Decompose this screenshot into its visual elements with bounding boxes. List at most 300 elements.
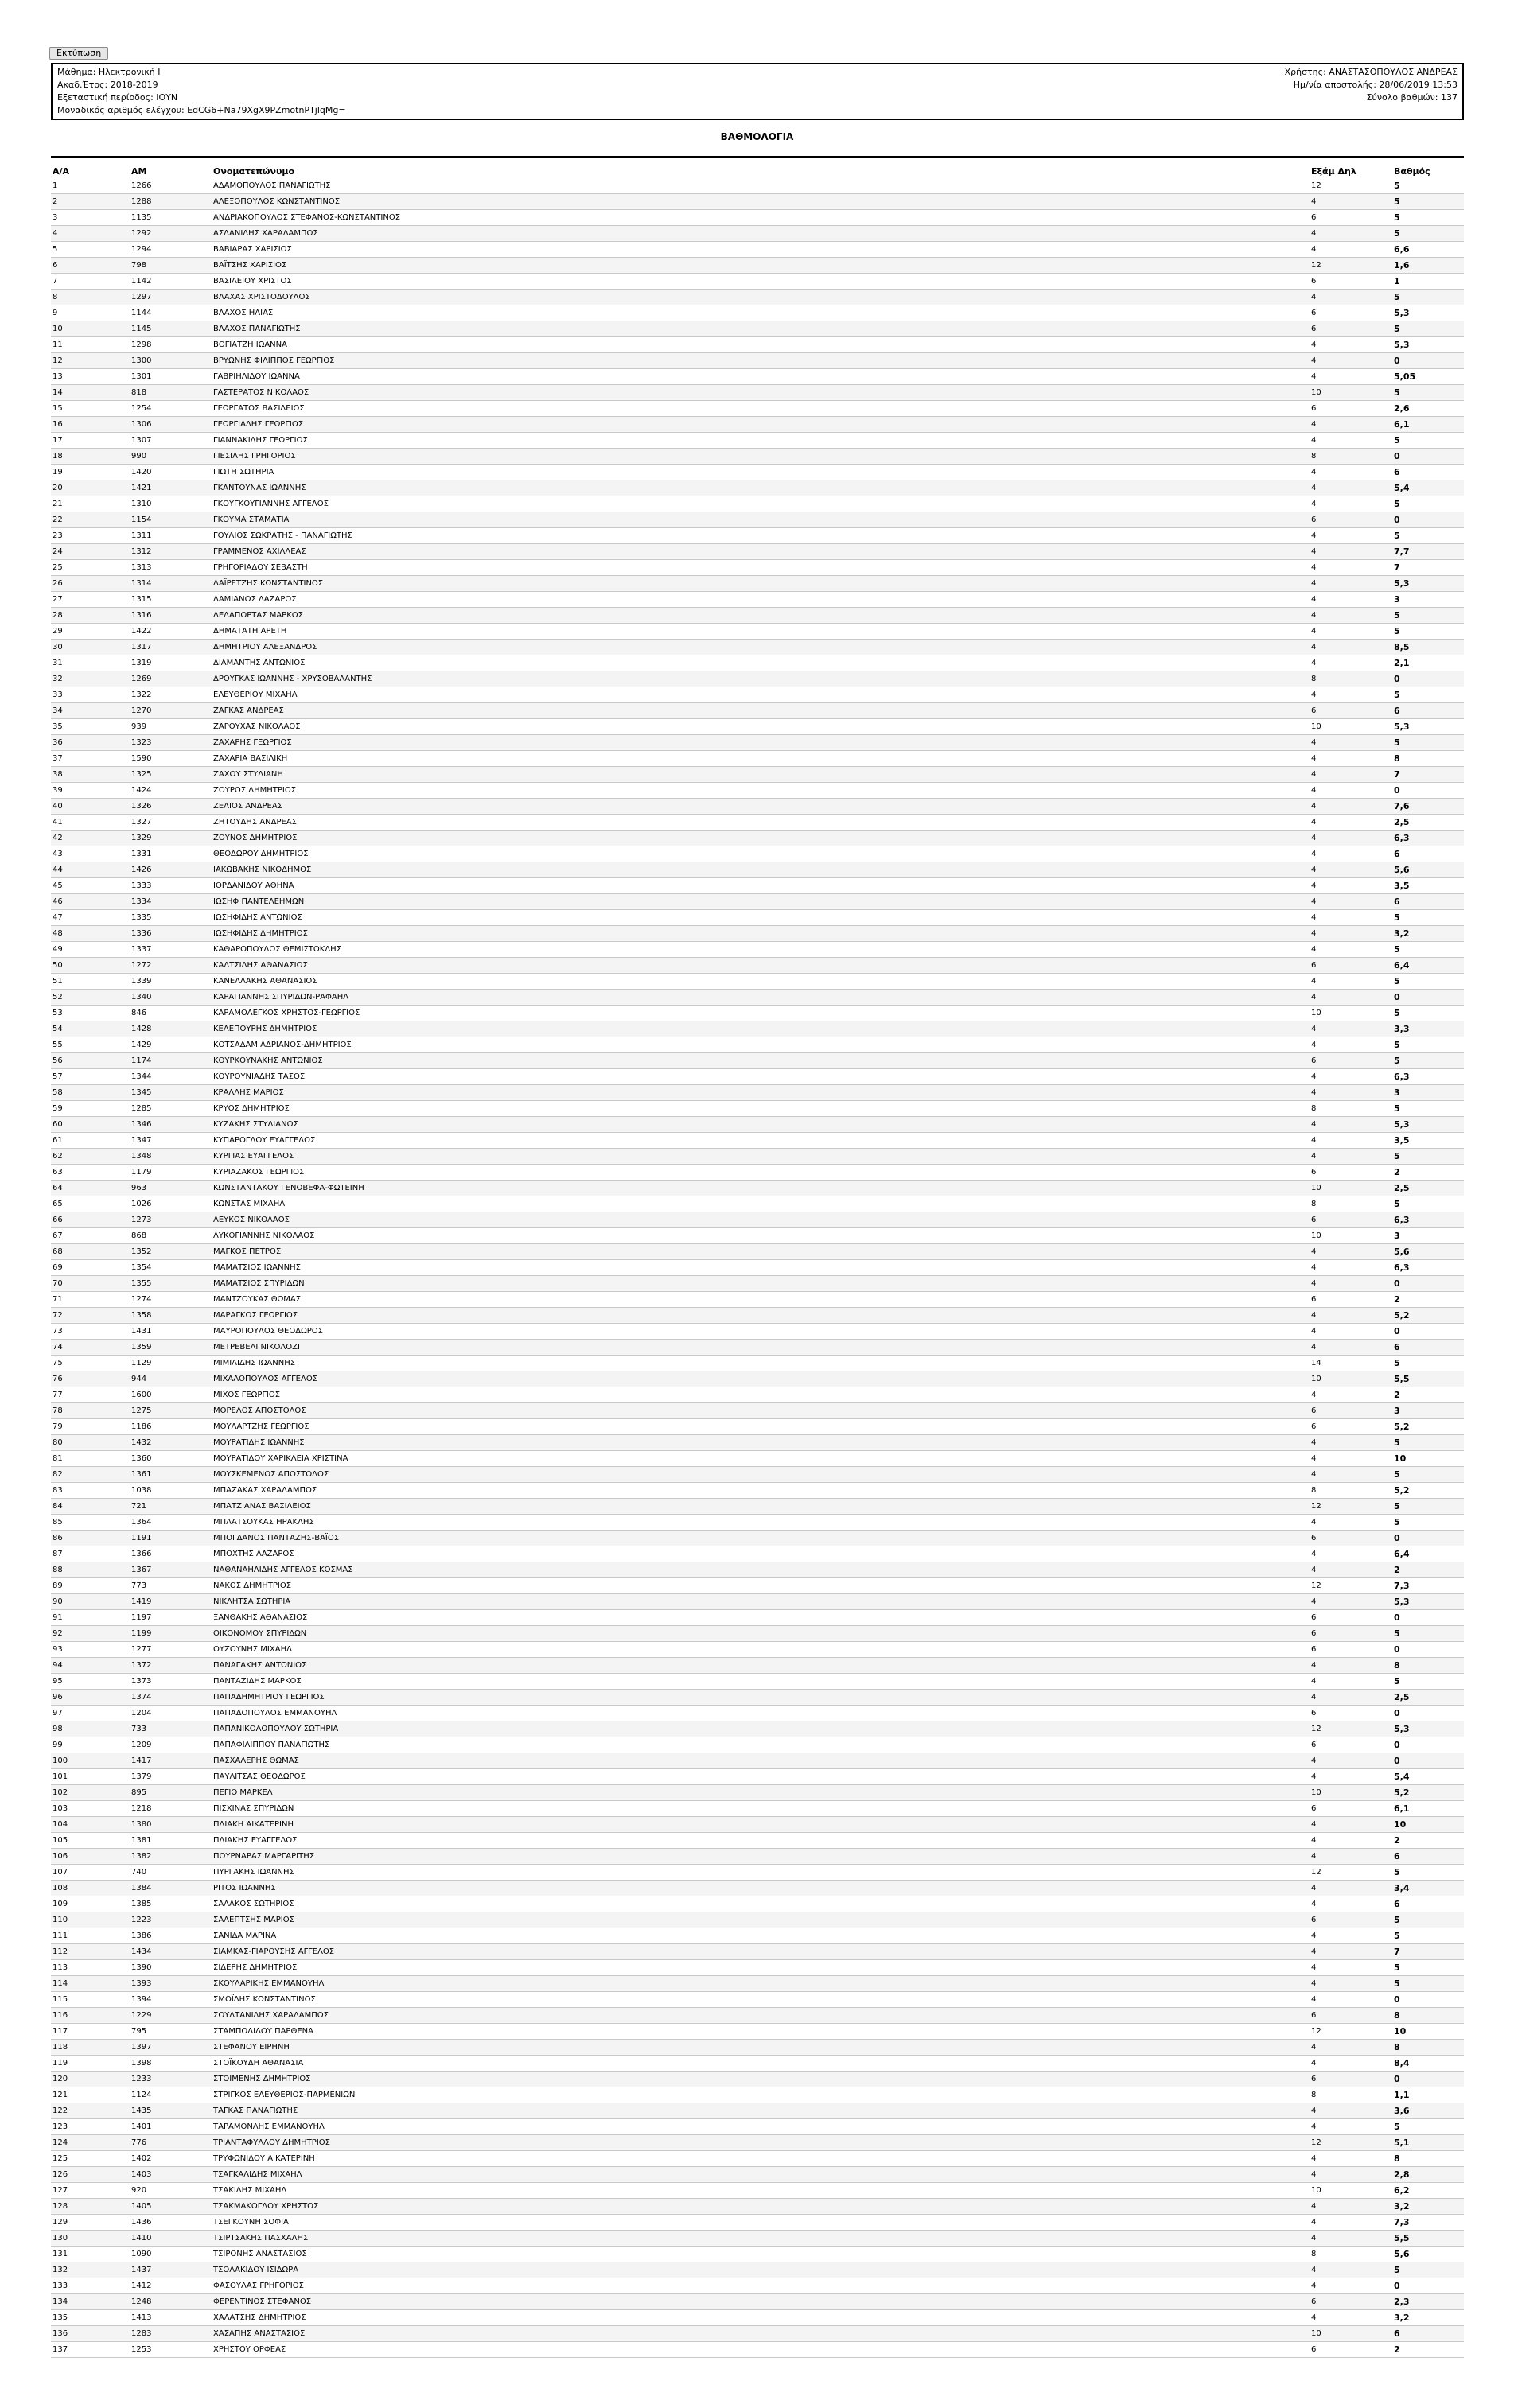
cell-name: ΧΑΣΑΠΗΣ ΑΝΑΣΤΑΣΙΟΣ [212, 2326, 1310, 2342]
cell-am: 1360 [130, 1451, 212, 1467]
cell-index: 102 [51, 1785, 130, 1801]
cell-name: ΜΠΑΖΑΚΑΣ ΧΑΡΑΛΑΜΠΟΣ [212, 1483, 1310, 1499]
cell-grade: 5 [1392, 321, 1464, 337]
table-row [51, 401, 1464, 417]
cell-grade: 10 [1392, 1817, 1464, 1833]
cell-name: ΧΑΛΑΤΣΗΣ ΔΗΜΗΤΡΙΟΣ [212, 2310, 1310, 2326]
cell-semester: 10 [1310, 1371, 1392, 1387]
cell-am: 740 [130, 1865, 212, 1881]
cell-grade: 2,8 [1392, 2167, 1464, 2183]
cell-name: ΚΩΝΣΤΑΝΤΑΚΟΥ ΓΕΝΟΒΕΦΑ-ΦΩΤΕΙΝΗ [212, 1181, 1310, 1196]
cell-am: 963 [130, 1181, 212, 1196]
cell-am: 1432 [130, 1435, 212, 1451]
cell-index: 137 [51, 2342, 130, 2358]
cell-am: 1346 [130, 1117, 212, 1133]
cell-am: 1272 [130, 958, 212, 974]
cell-am: 1437 [130, 2262, 212, 2278]
cell-grade: 8 [1392, 2008, 1464, 2024]
table-row [51, 1212, 1464, 1228]
cell-am: 1199 [130, 1626, 212, 1642]
cell-am: 1313 [130, 560, 212, 576]
table-row [51, 353, 1464, 369]
cell-name: ΤΣΑΚΜΑΚΟΓΛΟΥ ΧΡΗΣΤΟΣ [212, 2199, 1310, 2215]
table-row [51, 2119, 1464, 2135]
cell-name: ΖΑΧΟΥ ΣΤΥΛΙΑΝΗ [212, 767, 1310, 783]
cell-grade: 5,2 [1392, 1419, 1464, 1435]
cell-semester: 4 [1310, 1928, 1392, 1944]
cell-name: ΚΡΥΟΣ ΔΗΜΗΤΡΙΟΣ [212, 1101, 1310, 1117]
cell-index: 67 [51, 1228, 130, 1244]
cell-semester: 4 [1310, 1881, 1392, 1896]
cell-am: 1393 [130, 1976, 212, 1992]
cell-am: 1292 [130, 226, 212, 242]
cell-am: 1401 [130, 2119, 212, 2135]
cell-semester: 4 [1310, 560, 1392, 576]
cell-index: 80 [51, 1435, 130, 1451]
cell-name: ΙΟΡΔΑΝΙΔΟΥ ΑΘΗΝΑ [212, 878, 1310, 894]
cell-semester: 4 [1310, 2199, 1392, 2215]
cell-semester: 4 [1310, 1992, 1392, 2008]
cell-am: 1145 [130, 321, 212, 337]
cell-semester: 4 [1310, 831, 1392, 846]
academic-year: Ακαδ.Έτος: 2018-2019 [57, 80, 158, 90]
cell-index: 72 [51, 1308, 130, 1324]
cell-am: 1426 [130, 862, 212, 878]
table-row [51, 512, 1464, 528]
cell-semester: 4 [1310, 1324, 1392, 1340]
cell-semester: 6 [1310, 1801, 1392, 1817]
table-row [51, 799, 1464, 815]
cell-grade: 2,5 [1392, 1690, 1464, 1706]
cell-am: 1381 [130, 1833, 212, 1849]
cell-am: 1364 [130, 1515, 212, 1531]
cell-semester: 4 [1310, 1674, 1392, 1690]
cell-grade: 5 [1392, 942, 1464, 958]
table-row [51, 942, 1464, 958]
info-left [57, 66, 346, 117]
cell-name: ΣΟΥΛΤΑΝΙΔΗΣ ΧΑΡΑΛΑΜΠΟΣ [212, 2008, 1310, 2024]
cell-am: 1285 [130, 1101, 212, 1117]
cell-am: 1336 [130, 926, 212, 942]
table-row [51, 385, 1464, 401]
cell-semester: 6 [1310, 1292, 1392, 1308]
cell-semester: 4 [1310, 1260, 1392, 1276]
cell-semester: 4 [1310, 1037, 1392, 1053]
cell-grade: 0 [1392, 1324, 1464, 1340]
cell-grade: 0 [1392, 353, 1464, 369]
cell-index: 21 [51, 496, 130, 512]
cell-am: 1394 [130, 1992, 212, 2008]
cell-index: 32 [51, 671, 130, 687]
cell-grade: 3,5 [1392, 878, 1464, 894]
cell-am: 1600 [130, 1387, 212, 1403]
cell-grade: 0 [1392, 783, 1464, 799]
cell-index: 125 [51, 2151, 130, 2167]
cell-semester: 4 [1310, 1594, 1392, 1610]
cell-semester: 12 [1310, 2135, 1392, 2151]
cell-grade: 0 [1392, 1531, 1464, 1546]
cell-am: 1297 [130, 290, 212, 305]
cell-semester: 4 [1310, 767, 1392, 783]
cell-semester: 12 [1310, 178, 1392, 194]
cell-index: 65 [51, 1196, 130, 1212]
cell-index: 77 [51, 1387, 130, 1403]
cell-grade: 5 [1392, 687, 1464, 703]
cell-semester: 6 [1310, 1053, 1392, 1069]
cell-index: 13 [51, 369, 130, 385]
cell-am: 1191 [130, 1531, 212, 1546]
cell-am: 1275 [130, 1403, 212, 1419]
cell-index: 100 [51, 1753, 130, 1769]
cell-grade: 5 [1392, 1499, 1464, 1515]
cell-am: 1345 [130, 1085, 212, 1101]
print-button[interactable]: Εκτύπωση [49, 47, 108, 60]
table-row [51, 846, 1464, 862]
table-row [51, 2024, 1464, 2040]
table-row [51, 1069, 1464, 1085]
cell-index: 107 [51, 1865, 130, 1881]
cell-am: 1380 [130, 1817, 212, 1833]
cell-am: 1373 [130, 1674, 212, 1690]
cell-name: ΓΕΩΡΓΑΤΟΣ ΒΑΣΙΛΕΙΟΣ [212, 401, 1310, 417]
cell-name: ΓΚΟΥΜΑ ΣΤΑΜΑΤΙΑ [212, 512, 1310, 528]
table-row [51, 544, 1464, 560]
cell-semester: 6 [1310, 512, 1392, 528]
cell-grade: 2,3 [1392, 2294, 1464, 2310]
table-row [51, 751, 1464, 767]
table-row [51, 1642, 1464, 1658]
table-row [51, 1387, 1464, 1403]
table-row [51, 528, 1464, 544]
cell-name: ΒΛΑΧΟΣ ΗΛΙΑΣ [212, 305, 1310, 321]
cell-name: ΠΥΡΓΑΚΗΣ ΙΩΑΝΝΗΣ [212, 1865, 1310, 1881]
cell-index: 2 [51, 194, 130, 210]
cell-am: 944 [130, 1371, 212, 1387]
cell-grade: 3 [1392, 592, 1464, 608]
table-row [51, 1181, 1464, 1196]
cell-am: 1429 [130, 1037, 212, 1053]
cell-am: 1347 [130, 1133, 212, 1149]
cell-index: 40 [51, 799, 130, 815]
table-row [51, 1865, 1464, 1881]
cell-semester: 4 [1310, 799, 1392, 815]
exam-period: Εξεταστική περίοδος: ΙΟΥΝ [57, 92, 178, 103]
table-row [51, 1324, 1464, 1340]
cell-am: 1142 [130, 274, 212, 290]
cell-index: 132 [51, 2262, 130, 2278]
cell-am: 1316 [130, 608, 212, 624]
table-row [51, 958, 1464, 974]
sent-date: Ημ/νία αποστολής: 28/06/2019 13:53 [1293, 80, 1458, 90]
cell-grade: 5 [1392, 1037, 1464, 1053]
cell-am: 721 [130, 1499, 212, 1515]
cell-semester: 6 [1310, 1403, 1392, 1419]
cell-grade: 6,6 [1392, 242, 1464, 258]
cell-grade: 0 [1392, 1642, 1464, 1658]
cell-am: 1253 [130, 2342, 212, 2358]
cell-am: 1419 [130, 1594, 212, 1610]
cell-index: 62 [51, 1149, 130, 1165]
table-row [51, 831, 1464, 846]
cell-name: ΖΑΡΟΥΧΑΣ ΝΙΚΟΛΑΟΣ [212, 719, 1310, 735]
cell-semester: 4 [1310, 1515, 1392, 1531]
cell-index: 82 [51, 1467, 130, 1483]
cell-name: ΜΙΧΑΛΟΠΟΥΛΟΣ ΑΓΓΕΛΟΣ [212, 1371, 1310, 1387]
cell-am: 1298 [130, 337, 212, 353]
cell-index: 57 [51, 1069, 130, 1085]
table-row [51, 624, 1464, 640]
cell-am: 1374 [130, 1690, 212, 1706]
cell-grade: 2 [1392, 1387, 1464, 1403]
table-row [51, 2247, 1464, 2262]
cell-semester: 4 [1310, 2231, 1392, 2247]
cell-name: ΤΣΑΓΚΑΛΙΔΗΣ ΜΙΧΑΗΛ [212, 2167, 1310, 2183]
cell-index: 118 [51, 2040, 130, 2056]
cell-index: 93 [51, 1642, 130, 1658]
cell-grade: 0 [1392, 449, 1464, 465]
cell-grade: 5,3 [1392, 576, 1464, 592]
table-row [51, 1976, 1464, 1992]
cell-grade: 6 [1392, 2326, 1464, 2342]
cell-grade: 1,1 [1392, 2087, 1464, 2103]
cell-grade: 5,4 [1392, 1769, 1464, 1785]
cell-name: ΚΥΠΑΡΟΓΛΟΥ ΕΥΑΓΓΕΛΟΣ [212, 1133, 1310, 1149]
cell-index: 76 [51, 1371, 130, 1387]
cell-name: ΠΑΝΑΓΑΚΗΣ ΑΝΤΩΝΙΟΣ [212, 1658, 1310, 1674]
cell-am: 1367 [130, 1562, 212, 1578]
cell-index: 55 [51, 1037, 130, 1053]
cell-index: 96 [51, 1690, 130, 1706]
cell-grade: 6,1 [1392, 417, 1464, 433]
cell-index: 103 [51, 1801, 130, 1817]
cell-name: ΒΑΒΙΑΡΑΣ ΧΑΡΙΣΙΟΣ [212, 242, 1310, 258]
cell-index: 23 [51, 528, 130, 544]
cell-grade: 5 [1392, 528, 1464, 544]
cell-name: ΚΟΤΣΑΔΑΜ ΑΔΡΙΑΝΟΣ-ΔΗΜΗΤΡΙΟΣ [212, 1037, 1310, 1053]
cell-name: ΛΕΥΚΟΣ ΝΙΚΟΛΑΟΣ [212, 1212, 1310, 1228]
cell-index: 22 [51, 512, 130, 528]
table-row [51, 687, 1464, 703]
table-row [51, 2087, 1464, 2103]
cell-index: 131 [51, 2247, 130, 2262]
cell-name: ΠΑΠΑΝΙΚΟΛΟΠΟΥΛΟΥ ΣΩΤΗΡΙΑ [212, 1721, 1310, 1737]
cell-grade: 5,3 [1392, 1721, 1464, 1737]
cell-index: 17 [51, 433, 130, 449]
cell-index: 95 [51, 1674, 130, 1690]
cell-name: ΤΣΙΡΤΣΑΚΗΣ ΠΑΣΧΑΛΗΣ [212, 2231, 1310, 2247]
cell-am: 1204 [130, 1706, 212, 1721]
cell-semester: 6 [1310, 1737, 1392, 1753]
cell-grade: 5 [1392, 608, 1464, 624]
cell-semester: 4 [1310, 655, 1392, 671]
cell-semester: 6 [1310, 210, 1392, 226]
cell-name: ΜΟΥΛΑΡΤΖΗΣ ΓΕΩΡΓΙΟΣ [212, 1419, 1310, 1435]
cell-index: 92 [51, 1626, 130, 1642]
cell-name: ΓΙΑΝΝΑΚΙΔΗΣ ΓΕΩΡΓΙΟΣ [212, 433, 1310, 449]
cell-am: 1431 [130, 1324, 212, 1340]
cell-am: 1424 [130, 783, 212, 799]
cell-index: 135 [51, 2310, 130, 2326]
cell-am: 1421 [130, 480, 212, 496]
cell-grade: 0 [1392, 1610, 1464, 1626]
col-header-grade: Βαθμός [1394, 165, 1430, 177]
cell-am: 1402 [130, 2151, 212, 2167]
table-row [51, 592, 1464, 608]
cell-name: ΑΝΔΡΙΑΚΟΠΟΥΛΟΣ ΣΤΕΦΑΝΟΣ-ΚΩΝΣΤΑΝΤΙΝΟΣ [212, 210, 1310, 226]
cell-grade: 2 [1392, 1833, 1464, 1849]
table-row [51, 1658, 1464, 1674]
cell-index: 78 [51, 1403, 130, 1419]
cell-semester: 6 [1310, 401, 1392, 417]
cell-name: ΙΩΣΗΦ ΠΑΝΤΕΛΕΗΜΩΝ [212, 894, 1310, 910]
cell-grade: 7,3 [1392, 1578, 1464, 1594]
table-row [51, 1499, 1464, 1515]
cell-index: 94 [51, 1658, 130, 1674]
cell-index: 84 [51, 1499, 130, 1515]
cell-name: ΜΕΤΡΕΒΕΛΙ ΝΙΚΟΛΟΖΙ [212, 1340, 1310, 1356]
cell-am: 1038 [130, 1483, 212, 1499]
cell-name: ΜΟΥΣΚΕΜΕΝΟΣ ΑΠΟΣΤΟΛΟΣ [212, 1467, 1310, 1483]
cell-name: ΖΑΧΑΡΙΑ ΒΑΣΙΛΙΚΗ [212, 751, 1310, 767]
cell-grade: 3,2 [1392, 2199, 1464, 2215]
cell-am: 1124 [130, 2087, 212, 2103]
cell-grade: 5 [1392, 1101, 1464, 1117]
cell-index: 108 [51, 1881, 130, 1896]
cell-grade: 5,1 [1392, 2135, 1464, 2151]
cell-grade: 5 [1392, 1626, 1464, 1642]
cell-semester: 4 [1310, 290, 1392, 305]
table-row [51, 178, 1464, 194]
cell-am: 1306 [130, 417, 212, 433]
col-header-semester: Εξάμ Δηλ [1311, 165, 1356, 177]
table-row [51, 274, 1464, 290]
cell-am: 1129 [130, 1356, 212, 1371]
cell-semester: 4 [1310, 2040, 1392, 2056]
cell-index: 120 [51, 2072, 130, 2087]
table-row [51, 1690, 1464, 1706]
table-row [51, 417, 1464, 433]
table-row [51, 2199, 1464, 2215]
cell-name: ΤΣΕΓΚΟΥΝΗ ΣΟΦΙΑ [212, 2215, 1310, 2231]
table-row [51, 242, 1464, 258]
cell-semester: 4 [1310, 1896, 1392, 1912]
cell-am: 1410 [130, 2231, 212, 2247]
cell-index: 70 [51, 1276, 130, 1292]
cell-semester: 4 [1310, 1546, 1392, 1562]
table-row [51, 210, 1464, 226]
cell-grade: 6 [1392, 1849, 1464, 1865]
cell-index: 45 [51, 878, 130, 894]
cell-am: 1361 [130, 1467, 212, 1483]
cell-name: ΔΗΜΑΤΑΤΗ ΑΡΕΤΗ [212, 624, 1310, 640]
cell-semester: 4 [1310, 1817, 1392, 1833]
cell-am: 1314 [130, 576, 212, 592]
table-row [51, 1801, 1464, 1817]
cell-index: 101 [51, 1769, 130, 1785]
page-title: ΒΑΘΜΟΛΟΓΙΑ [720, 131, 794, 142]
cell-name: ΞΑΝΘΑΚΗΣ ΑΘΑΝΑΣΙΟΣ [212, 1610, 1310, 1626]
cell-grade: 0 [1392, 990, 1464, 1006]
cell-name: ΖΑΧΑΡΗΣ ΓΕΩΡΓΙΟΣ [212, 735, 1310, 751]
cell-index: 79 [51, 1419, 130, 1435]
cell-semester: 6 [1310, 1912, 1392, 1928]
cell-name: ΚΑΝΕΛΛΑΚΗΣ ΑΘΑΝΑΣΙΟΣ [212, 974, 1310, 990]
cell-name: ΧΡΗΣΤΟΥ ΟΡΦΕΑΣ [212, 2342, 1310, 2358]
table-row [51, 1928, 1464, 1944]
cell-index: 36 [51, 735, 130, 751]
cell-name: ΜΑΜΑΤΣΙΟΣ ΣΠΥΡΙΔΩΝ [212, 1276, 1310, 1292]
cell-grade: 3 [1392, 1403, 1464, 1419]
cell-index: 38 [51, 767, 130, 783]
cell-name: ΦΕΡΕΝΤΙΝΟΣ ΣΤΕΦΑΝΟΣ [212, 2294, 1310, 2310]
cell-grade: 3 [1392, 1085, 1464, 1101]
cell-index: 121 [51, 2087, 130, 2103]
table-row [51, 1849, 1464, 1865]
table-row [51, 2326, 1464, 2342]
cell-am: 1254 [130, 401, 212, 417]
cell-name: ΠΑΣΧΑΛΕΡΗΣ ΘΩΜΑΣ [212, 1753, 1310, 1769]
cell-index: 133 [51, 2278, 130, 2294]
cell-am: 1331 [130, 846, 212, 862]
table-row [51, 608, 1464, 624]
cell-name: ΚΩΝΣΤΑΣ ΜΙΧΑΗΛ [212, 1196, 1310, 1212]
cell-index: 10 [51, 321, 130, 337]
cell-semester: 6 [1310, 1642, 1392, 1658]
col-header-index: Α/Α [53, 165, 70, 177]
cell-name: ΖΟΥΝΟΣ ΔΗΜΗΤΡΙΟΣ [212, 831, 1310, 846]
cell-semester: 4 [1310, 544, 1392, 560]
table-row [51, 1371, 1464, 1387]
cell-grade: 6 [1392, 465, 1464, 480]
cell-grade: 5,5 [1392, 1371, 1464, 1387]
cell-am: 1026 [130, 1196, 212, 1212]
cell-semester: 10 [1310, 1785, 1392, 1801]
cell-index: 14 [51, 385, 130, 401]
cell-index: 114 [51, 1976, 130, 1992]
cell-grade: 5 [1392, 974, 1464, 990]
table-row [51, 1531, 1464, 1546]
cell-grade: 0 [1392, 1992, 1464, 2008]
cell-semester: 4 [1310, 2278, 1392, 2294]
cell-am: 1323 [130, 735, 212, 751]
cell-index: 90 [51, 1594, 130, 1610]
table-row [51, 894, 1464, 910]
cell-grade: 7,3 [1392, 2215, 1464, 2231]
table-body [51, 178, 1464, 2358]
table-row [51, 1706, 1464, 1721]
table-row [51, 655, 1464, 671]
cell-semester: 4 [1310, 910, 1392, 926]
table-row [51, 1356, 1464, 1371]
table-row [51, 2103, 1464, 2119]
cell-name: ΣΤΡΙΓΚΟΣ ΕΛΕΥΘΕΡΙΟΣ-ΠΑΡΜΕΝΙΩΝ [212, 2087, 1310, 2103]
cell-am: 1144 [130, 305, 212, 321]
table-row [51, 1562, 1464, 1578]
cell-name: ΜΠΛΑΤΣΟΥΚΑΣ ΗΡΑΚΛΗΣ [212, 1515, 1310, 1531]
cell-am: 1390 [130, 1960, 212, 1976]
cell-name: ΔΑΜΙΑΝΟΣ ΛΑΖΑΡΟΣ [212, 592, 1310, 608]
cell-semester: 4 [1310, 815, 1392, 831]
cell-name: ΖΕΛΙΟΣ ΑΝΔΡΕΑΣ [212, 799, 1310, 815]
cell-grade: 0 [1392, 1276, 1464, 1292]
table-row [51, 1944, 1464, 1960]
cell-index: 9 [51, 305, 130, 321]
cell-name: ΠΟΥΡΝΑΡΑΣ ΜΑΡΓΑΡΙΤΗΣ [212, 1849, 1310, 1865]
table-header-row [51, 164, 1464, 178]
cell-index: 116 [51, 2008, 130, 2024]
cell-grade: 5 [1392, 1149, 1464, 1165]
cell-grade: 5,3 [1392, 1117, 1464, 1133]
